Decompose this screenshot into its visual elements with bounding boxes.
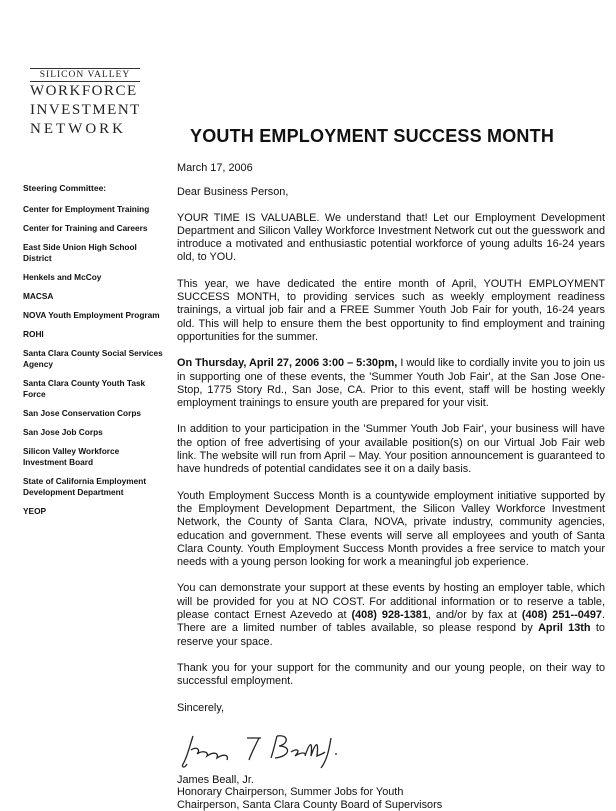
- logo-top-line: SILICON VALLEY: [30, 68, 140, 82]
- signature-drawing: [179, 728, 379, 772]
- logo-line-2: INVESTMENT: [30, 102, 141, 118]
- closing: Sincerely,: [177, 701, 225, 714]
- letter-date: March 17, 2006: [177, 162, 253, 174]
- paragraph-7: Thank you for your support for the community and our young people, on their way to successful employment.: [177, 661, 605, 688]
- salutation: Dear Business Person,: [177, 186, 289, 199]
- handwritten-signature: [177, 728, 605, 774]
- paragraph-6-text-a: You can demonstrate your support at these events by hosting an employer table, which will be provided for you at NO COST. For additional information or to reserve a table, please contact Ernest Azevedo at: [177, 582, 605, 622]
- committee-member: San Jose Job Corps: [23, 427, 103, 437]
- paragraph-3: [177, 357, 605, 410]
- response-deadline: April 13th: [538, 622, 591, 635]
- signer-name: James Beall, Jr.: [177, 773, 254, 786]
- paragraph-6-text-d: to reserve your space.: [177, 622, 605, 648]
- steering-committee-sidebar: [23, 183, 163, 525]
- committee-member: Santa Clara County Social Services Agency: [23, 348, 163, 369]
- signer-title-1: Honorary Chairperson, Summer Jobs for Youth: [177, 786, 404, 799]
- logo-line-3: NETWORK: [30, 121, 126, 137]
- paragraph-5: Youth Employment Success Month is a countywide employment initiative supported by the Employment Development Department, the Silicon Valley Workforce Investment Network, the County of Santa Clara, NOVA, private industry, community agencies, education and government. These events will serve all employees and youth of Santa Clara County. Youth Employment Success Month provides a free service to match your needs with a young person looking for work a meaningful job experience.: [177, 489, 605, 569]
- logo-line-1: WORKFORCE: [30, 83, 138, 99]
- paragraph-6: [177, 582, 605, 648]
- committee-member: Silicon Valley Workforce Investment Board: [23, 446, 120, 467]
- page-title: YOUTH EMPLOYMENT SUCCESS MONTH: [190, 126, 555, 146]
- committee-member: Center for Training and Careers: [23, 223, 148, 233]
- paragraph-1: YOUR TIME IS VALUABLE. We understand that! Let our Employment Development Department and Silicon Valley Workforce Investment Network cut out the guesswork and introduce a motivated and enthusiastic potential workforce of young adults 16-24 years old, to YOU.: [177, 211, 605, 264]
- letter-body: [177, 162, 605, 811]
- committee-member: State of California Employment Development Department: [23, 476, 147, 497]
- paragraph-6-text-c: . There are a limited number of tables available, so please respond by: [177, 609, 605, 635]
- committee-member: Santa Clara County Youth Task Force: [23, 378, 146, 399]
- signer-title-2: Chairperson, Santa Clara County Board of Supervisors: [177, 798, 443, 811]
- paragraph-2: This year, we have dedicated the entire month of April, YOUTH EMPLOYMENT SUCCESS MONTH, to providing services such as weekly employment readiness trainings, a virtual job fair and a FREE Summer Youth Job Fair for youth, 16-24 years old. This will help to ensure them the best opportunity to find employment and training opportunities for the summer.: [177, 277, 605, 343]
- steering-committee-label: Steering Committee:: [23, 183, 107, 193]
- paragraph-6-text-b: , and/or by fax at: [427, 609, 522, 622]
- committee-member: NOVA Youth Employment Program: [23, 310, 160, 320]
- committee-member: MACSA: [23, 291, 54, 301]
- committee-member: ROHI: [23, 329, 44, 339]
- committee-member: Center for Employment Training: [23, 204, 150, 214]
- contact-phone: (408) 928-1381: [351, 609, 428, 622]
- event-date-time: On Thursday, April 27, 2006 3:00 – 5:30pm,: [177, 357, 398, 370]
- committee-member: San Jose Conservation Corps: [23, 408, 142, 418]
- contact-fax: (408) 251--0497: [521, 609, 602, 622]
- committee-member: Henkels and McCoy: [23, 272, 102, 282]
- paragraph-3-text: I would like to cordially invite you to join us in supporting one of these events, the 'Summer Youth Job Fair', at the San Jose One-Stop, 1775 Story Rd., San Jose, CA. Prior to this event, staff will be hosting weekly employment trainings to ensure youth are prepared for your visit.: [177, 357, 605, 410]
- committee-member: YEOP: [23, 506, 47, 516]
- paragraph-4: In addition to your participation in the 'Summer Youth Job Fair', your business will have the option of free advertising of your available position(s) on our Virtual Job Fair web link. The website will run from April – May. Your position announcement is guaranteed to have hundreds of potential candidates see it on a daily basis.: [177, 423, 605, 476]
- committee-member: East Side Union High School District: [23, 242, 137, 263]
- organization-logo: [30, 68, 140, 139]
